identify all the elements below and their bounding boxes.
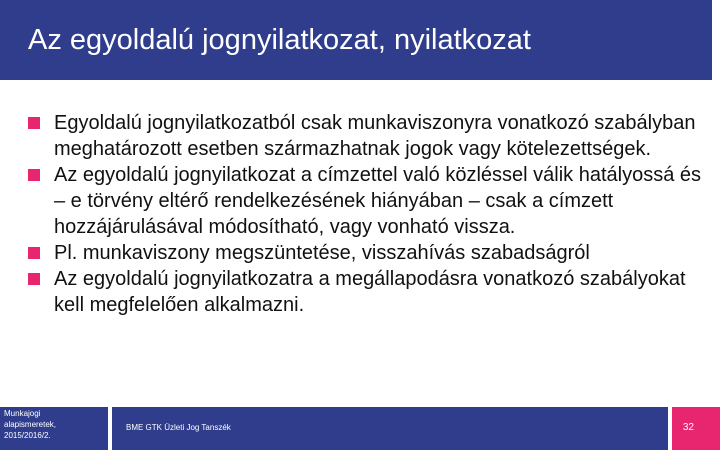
footer-page-box [672,407,720,450]
bullet-item [28,266,708,318]
footer-course-line: 2015/2016/2. [4,431,51,440]
footer-department-box [112,407,668,450]
footer-course-line: alapismeretek, [4,420,57,429]
footer-course-text [4,408,56,441]
bullet-text: Pl. munkaviszony megszüntetése, visszahívás szabadságról [54,242,590,264]
title-bar [0,0,720,80]
footer [0,407,720,450]
bullet-list [28,110,708,318]
bullet-text: Az egyoldalú jognyilatkozatra a megállapodásra vonatkozó szabályokat kell megfelelően alkalmazni. [54,268,686,316]
square-bullet-icon [28,247,40,259]
bullet-text: Egyoldalú jognyilatkozatból csak munkaviszonyra vonatkozó szabályban meghatározott esetben származhatnak jogok vagy kötelezettségek. [54,112,696,160]
bullet-item [28,162,708,240]
square-bullet-icon [28,169,40,181]
footer-course-box [0,407,108,450]
page-number: 32 [682,422,694,433]
title-accent-stripe [712,0,720,80]
bullet-item [28,110,708,162]
slide-title: Az egyoldalú jognyilatkozat, nyilatkozat [28,24,531,56]
footer-course-line: Munkajogi [4,409,41,418]
footer-department: BME GTK Üzleti Jog Tanszék [126,423,231,432]
bullet-item [28,240,708,266]
square-bullet-icon [28,273,40,285]
bullet-text: Az egyoldalú jognyilatkozat a címzettel való közléssel válik hatályossá és – e törvény eltérő rendelkezésének hiányában – csak a címzett hozzájárulásával módosítható, vagy vonható vissza. [54,164,701,238]
square-bullet-icon [28,117,40,129]
